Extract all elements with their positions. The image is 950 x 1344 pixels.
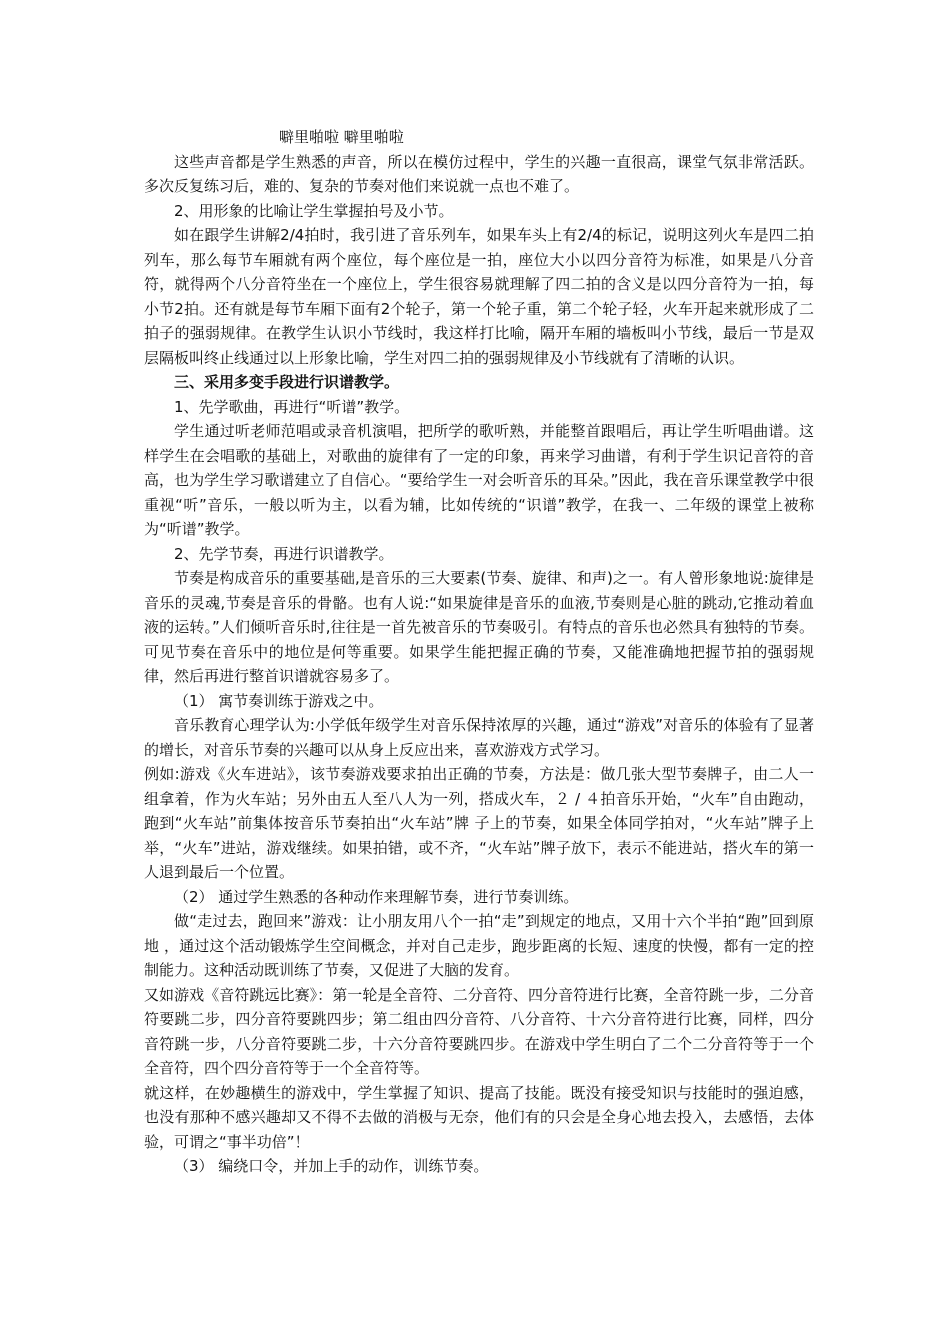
paragraph-train-game: 例如:游戏《火车进站》，该节奏游戏要求拍出正确的节奏，方法是：做几张大型节奏牌子，由二人一组拿着，作为火车站；另外由五人至八人为一列，搭成火车，２ / ４拍音乐开始，“火车”自由跑动，跑到“火车站”前集体按音乐节奏拍出“火车站”牌 子上的节奏，如果全体同学拍对，“火车站”牌子上举，“火车”进站，游戏继续。如果拍错，或不齐，“火车站”牌子放下，表示不能进站，搭火车的第一人退到最后一个位置。 [144,765,814,881]
paragraph-summary: 就这样，在妙趣横生的游戏中，学生掌握了知识、提高了技能。既没有接受知识与技能时的强迫感，也没有那种不感兴趣却又不得不去做的消极与无奈，他们有的只会是全身心地去投入，去感悟，去体验，可谓之“事半功倍”！ [144,1083,814,1151]
paragraph-imitation: 这些声音都是学生熟悉的声音，所以在模仿过程中，学生的兴趣一直很高，课堂气氛非常活跃。多次反复练习后，难的、复杂的节奏对他们来说就一点也不难了。 [144,152,814,195]
heading-listen-score: 1、先学歌曲，再进行“听谱”教学。 [174,397,410,416]
heading-rhythm-game: （1） 寓节奏训练于游戏之中。 [174,691,384,710]
heading-metaphor: 2、用形象的比喻让学生掌握拍号及小节。 [174,201,454,220]
paragraph-music-train: 如在跟学生讲解2/4拍时，我引进了音乐列车，如果车头上有2/4的标记，说明这列火车是四二拍列车，那么每节车厢就有两个座位，每个座位是一拍，座位大小以四分音符为标准，如果是八分音符，就得两个八分音符坐在一个座位上，学生很容易就理解了四二拍的含义是以四分音符为一拍，每小节2拍。还有就是每节车厢下面有2个轮子，第一个轮子重，第二个轮子轻，火车开起来就形成了二拍子的强弱规律。在教学生认识小节线时，我这样打比喻，隔开车厢的墙板叫小节线，最后一节是双层隔板叫终止线通过以上形象比喻，学生对四二拍的强弱规律及小节线就有了清晰的认识。 [144,226,814,367]
paragraph-note-jump: 又如游戏《音符跳远比赛》：第一轮是全音符、二分音符、四分音符进行比赛，全音符跳一步，二分音符要跳二步，四分音符要跳四步；第二组由四分音符、八分音符、十六分音符进行比赛，同样，四分音符跳一步，八分音符要跳二步，十六分音符要跳四步。在游戏中学生明白了二个二分音符等于一个全音符，四个四分音符等于一个全音符等。 [144,985,814,1077]
heading-rhythm-first: 2、先学节奏，再进行识谱教学。 [174,544,394,563]
heading-actions: （2） 通过学生熟悉的各种动作来理解节奏，进行节奏训练。 [174,887,579,906]
paragraph-walk-run: 做“走过去，跑回来”游戏：让小朋友用八个一拍“走”到规定的地点，又用十六个半拍“跑”回到原地 ，通过这个活动锻炼学生空间概念，并对自己走步，跑步距离的长短、速度的快慢，都有一定的控制能力。这种活动既训练了节奏，又促进了大脑的发育。 [144,912,814,979]
paragraph-listen-score: 学生通过听老师范唱或录音机演唱，把所学的歌听熟，并能整首跟唱后，再让学生听唱曲谱。这样学生在会唱歌的基础上，对歌曲的旋律有了一定的印象，再来学习曲谱，有利于学生识记音符的音高，也为学生学习歌谱建立了自信心。“要给学生一对会听音乐的耳朵。”因此，我在音乐课堂教学中很重视“听”音乐，一般以听为主，以看为辅，比如传统的“识谱”教学，在我一、二年级的课堂上被称为“听谱”教学。 [144,422,814,538]
heading-tongue-twister: （3） 编绕口令，并加上手的动作，训练节奏。 [174,1157,489,1175]
paragraph-psychology: 音乐教育心理学认为:小学低年级学生对音乐保持浓厚的兴趣，通过“游戏”对音乐的体验有了显著的增长，对音乐节奏的兴趣可以从身上反应出来，喜欢游戏方式学习。 [144,716,814,759]
onomatopoeia-line: 噼里啪啦 噼里啪啦 [279,128,404,146]
paragraph-rhythm: 节奏是构成音乐的重要基础,是音乐的三大要素(节奏、旋律、和声)之一。有人曾形象地说:旋律是音乐的灵魂,节奏是音乐的骨骼。也有人说:“如果旋律是音乐的血液,节奏则是心脏的跳动,它推动着血液的运转。”人们倾听音乐时,往往是一首先被音乐的节奏吸引。有特点的音乐也必然具有独特的节奏。可见节奏在音乐中的地位是何等重要。如果学生能把握正确的节奏，又能准确地把握节拍的强弱规律，然后再进行整首识谱就容易多了。 [144,569,814,685]
section-heading-three: 三、采用多变手段进行识谱教学。 [174,373,400,391]
document-body [144,125,814,1179]
